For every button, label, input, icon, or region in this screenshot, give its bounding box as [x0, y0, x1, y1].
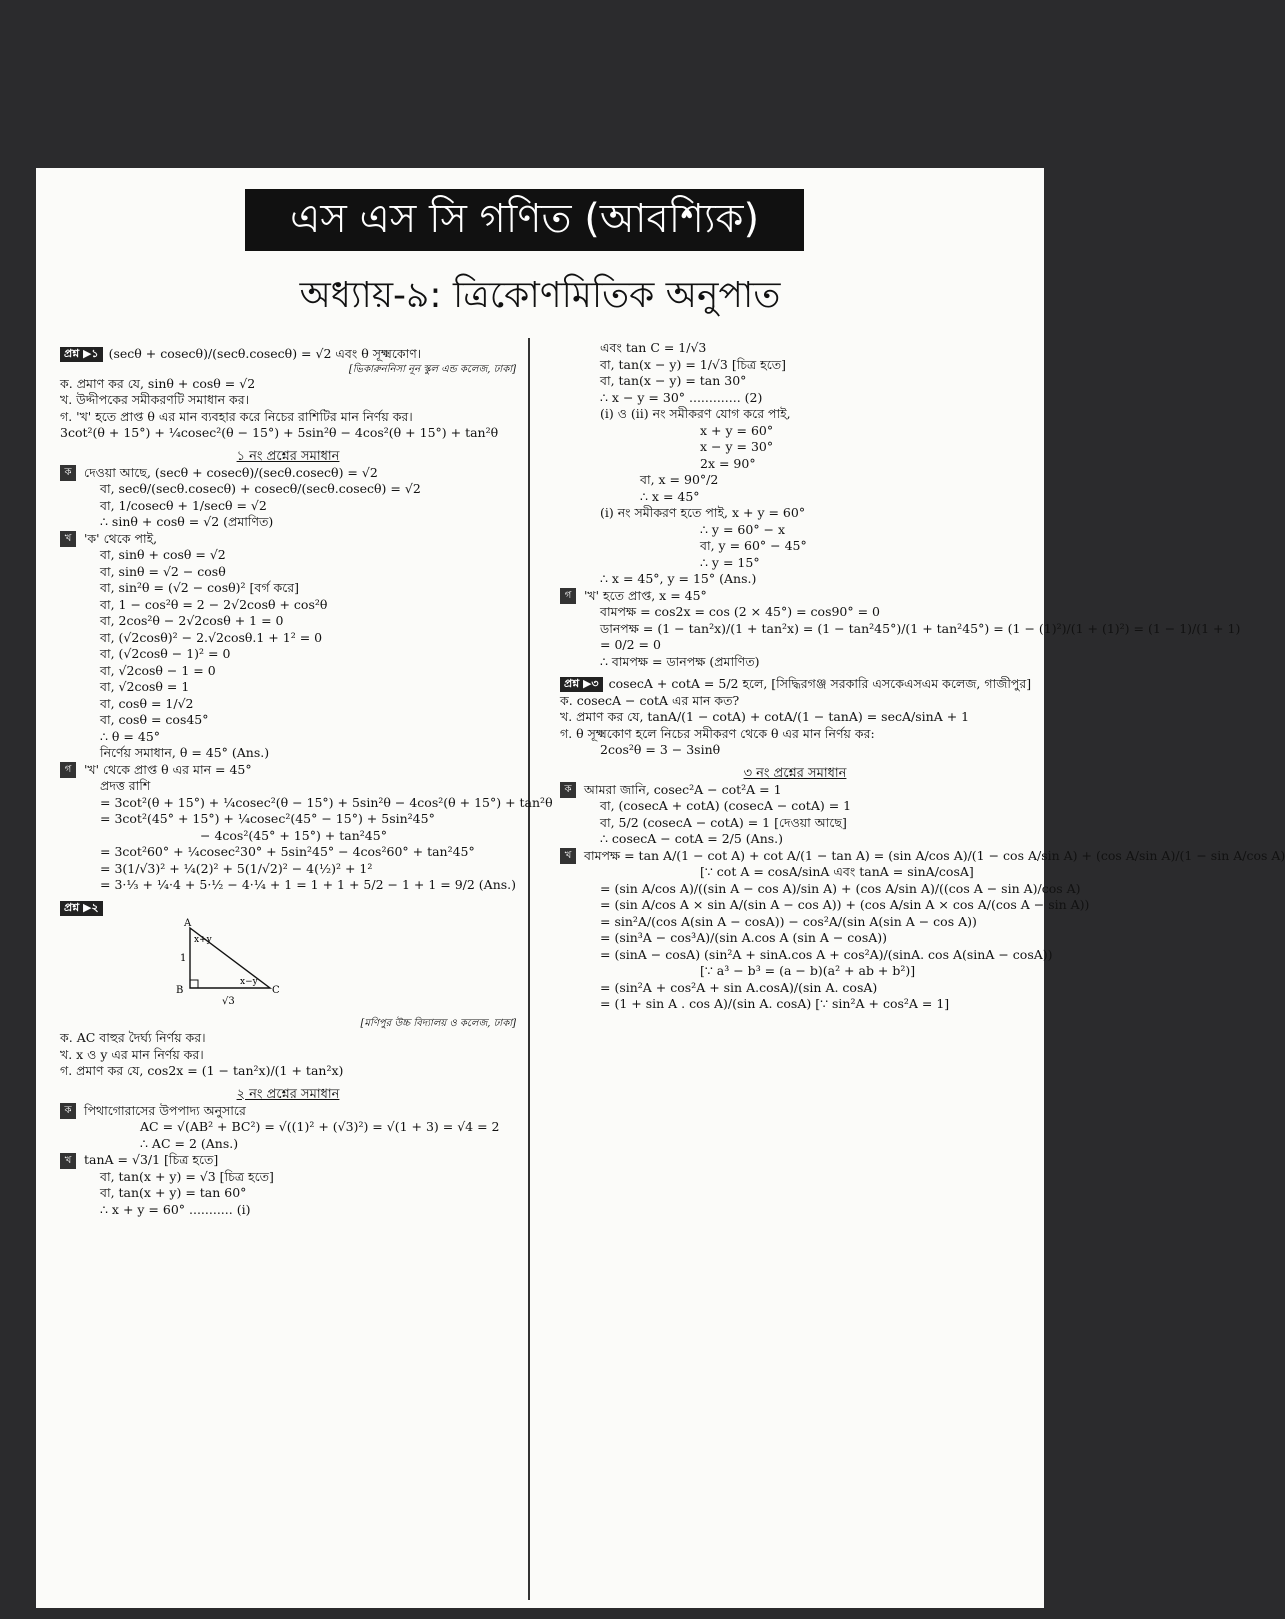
math-line: বা, (√2cosθ − 1)² = 0	[100, 646, 231, 662]
part-marker: গ	[560, 588, 576, 604]
math-line: ∴ x − y = 30° ............. (2)	[600, 389, 763, 405]
math-line: প্রদত্ত রাশি	[100, 778, 151, 794]
math-line: = (sin²A + cos²A + sin A.cosA)/(sin A. cosA)	[600, 979, 878, 995]
math-line: বা, tan(x + y) = tan 60°	[100, 1185, 247, 1201]
math-line: 2cos²θ = 3 − 3sinθ	[600, 742, 721, 757]
math-line: ∴ বামপক্ষ = ডানপক্ষ (প্রমাণিত)	[600, 653, 760, 669]
math-line: = 3·⅓ + ¼·4 + 5·½ − 4·¼ + 1 = 1 + 1 + 5/2 − 1 + 1 = 9/2 (Ans.)	[100, 877, 517, 893]
answer-part-line	[60, 1152, 516, 1169]
math-line: বা, secθ/(secθ.cosecθ) + cosecθ/(secθ.cosecθ) = √2	[100, 481, 421, 497]
column-divider	[528, 338, 530, 1600]
math-line: = sin²A/(cos A(sin A − cosA)) − cos²A/(sin A(sin A − cos A))	[600, 913, 977, 929]
math-line: = (sin³A − cos³A)/(sin A.cos A (sin A − cosA))	[600, 930, 888, 946]
svg-text:C: C	[272, 985, 280, 997]
part-marker: খ	[560, 848, 576, 864]
answer-part-line	[60, 531, 516, 548]
answer-text: 'খ' হতে প্রাপ্ত, x = 45°	[584, 587, 707, 603]
math-line: বা, 5/2 (cosecA − cotA) = 1 [দেওয়া আছে]	[600, 814, 847, 830]
math-line: = 3cot²60° + ¼cosec²30° + 5sin²45° − 4cos²60° + tan²45°	[100, 844, 475, 860]
answer-text: 'ক' থেকে পাই,	[84, 530, 158, 546]
question-text: cosecA + cotA = 5/2 হলে, [সিদ্ধিরগঞ্জ সরকারি এসকেএসএম কলেজ, গাজীপুর]	[608, 676, 1032, 691]
math-line: ∴ y = 15°	[700, 554, 760, 570]
math-line: = (sin A/cos A)/((sin A − cos A)/sin A) + (cos A/sin A)/((cos A − sin A)/cos A)	[600, 880, 1081, 896]
solution-heading: ৩ নং প্রশ্নের সমাধান	[743, 765, 847, 781]
question-text: (secθ + cosecθ)/(secθ.cosecθ) = √2 এবং θ সূক্ষ্মকোণ।	[108, 346, 422, 361]
math-line: ∴ cosecA − cotA = 2/5 (Ans.)	[600, 831, 784, 847]
math-line: x − y = 30°	[700, 439, 774, 454]
question-part: খ. উদ্দীপকের সমীকরণটি সমাধান কর।	[60, 392, 250, 408]
math-line: ∴ y = 60° − x	[700, 521, 786, 537]
math-line: বা, sin²θ = (√2 − cosθ)² [বর্গ করে]	[100, 580, 300, 596]
math-line: বা, 1 − cos²θ = 2 − 2√2cosθ + cos²θ	[100, 596, 328, 612]
answer-text: tanA = √3/1 [চিত্র হতে]	[84, 1152, 219, 1168]
math-line: বা, y = 60° − 45°	[700, 538, 807, 553]
math-line: বা, sinθ + cosθ = √2	[100, 547, 226, 563]
question-line	[560, 676, 1030, 693]
solution-heading: ২ নং প্রশ্নের সমাধান	[236, 1086, 340, 1102]
svg-text:√3: √3	[222, 996, 235, 1008]
svg-text:x−y: x−y	[240, 977, 258, 988]
math-line: ∴ x = 45°	[640, 488, 700, 504]
math-line: [∵ a³ − b³ = (a − b)(a² + ab + b²)]	[700, 963, 916, 979]
question-tag: প্রশ্ন ▶১	[60, 347, 103, 362]
math-line: নির্ণেয় সমাধান, θ = 45° (Ans.)	[100, 745, 270, 761]
math-line: বা, tan(x + y) = √3 [চিত্র হতে]	[100, 1168, 274, 1184]
part-marker: গ	[60, 762, 76, 778]
math-line: AC = √(AB² + BC²) = √((1)² + (√3)²) = √(1 + 3) = √4 = 2	[140, 1119, 500, 1135]
math-line: = 3cot²(45° + 15°) + ¼cosec²(45° − 15°) + 5sin²45°	[100, 811, 435, 827]
question-part: খ. প্রমাণ কর যে, tanA/(1 − cotA) + cotA/(1 − tanA) = secA/sinA + 1	[560, 709, 970, 724]
math-line: = (sin A/cos A × sin A/(sin A − cos A)) + (cos A/sin A × cos A/(cos A − sin A))	[600, 897, 1090, 913]
math-line: x + y = 60°	[700, 422, 774, 438]
math-line: = (1 + sin A . cos A)/(sin A. cosA) [∵ sin²A + cos²A = 1]	[600, 996, 950, 1012]
question-part: গ. 'খ' হতে প্রাপ্ত θ এর মান ব্যবহার করে নিচের রাশিটির মান নির্ণয় কর।	[60, 408, 413, 424]
math-line: বা, cosθ = 1/√2	[100, 695, 194, 711]
math-line: বা, 2cos²θ − 2√2cosθ + 1 = 0	[100, 613, 284, 629]
math-line: ∴ AC = 2 (Ans.)	[140, 1135, 239, 1151]
answer-part-line	[60, 465, 516, 482]
math-line: বামপক্ষ = cos2x = cos (2 × 45°) = cos90° = 0	[600, 604, 881, 619]
source-credit: [মণিপুর উচ্চ বিদ্যালয় ও কলেজ, ঢাকা]	[360, 1017, 516, 1029]
triangle-diagram	[170, 918, 280, 1012]
question-line	[60, 900, 516, 917]
math-line: 2x = 90°	[700, 455, 756, 471]
left-column	[60, 340, 553, 1218]
question-tag: প্রশ্ন ▶২	[60, 901, 103, 916]
question-part: 3cot²(θ + 15°) + ¼cosec²(θ − 15°) + 5sin²θ − 4cos²(θ + 15°) + tan²θ	[60, 425, 499, 441]
math-line: = 0/2 = 0	[600, 637, 661, 652]
answer-text: বামপক্ষ = tan A/(1 − cot A) + cot A/(1 − tan A) = (sin A/cos A)/(1 − cos A/sin A) + (cos A/sin A)/(1 − sin A/cos A)	[584, 847, 1285, 863]
part-marker: ক	[60, 1103, 76, 1119]
answer-part-line	[60, 1103, 516, 1120]
svg-text:x+y: x+y	[194, 935, 212, 946]
math-line: ∴ θ = 45°	[100, 728, 161, 744]
question-part: গ. θ সূক্ষ্মকোণ হলে নিচের সমীকরণ থেকে θ এর মান নির্ণয় কর:	[560, 725, 875, 741]
question-line	[60, 346, 516, 363]
answer-part-line	[560, 847, 1285, 865]
answer-text: পিথাগোরাসের উপপাদ্য অনুসারে	[84, 1102, 246, 1118]
right-column	[560, 340, 1285, 1013]
math-line: বা, √2cosθ = 1	[100, 679, 190, 695]
math-line: ∴ x = 45°, y = 15° (Ans.)	[600, 571, 757, 586]
part-marker: খ	[60, 531, 76, 547]
math-line: বা, x = 90°/2	[640, 472, 719, 487]
math-line: (i) ও (ii) নং সমীকরণ যোগ করে পাই,	[600, 406, 791, 421]
source-credit: [ভিকারুননিসা নূন স্কুল এন্ড কলেজ, ঢাকা]	[348, 363, 516, 375]
triangle-figure	[170, 918, 516, 1017]
math-line: ডানপক্ষ = (1 − tan²x)/(1 + tan²x) = (1 − tan²45°)/(1 + tan²45°) = (1 − (1)²)/(1 + (1)²) = (1 − 1)/(1 + 1)	[600, 620, 1241, 636]
math-line: ∴ sinθ + cosθ = √2 (প্রমাণিত)	[100, 514, 274, 530]
question-part: ক. প্রমাণ কর যে, sinθ + cosθ = √2	[60, 375, 256, 391]
math-line: বা, sinθ = √2 − cosθ	[100, 563, 226, 579]
answer-part-line	[560, 782, 1030, 799]
question-part: ক. AC বাহুর দৈর্ঘ্য নির্ণয় কর।	[60, 1030, 206, 1046]
svg-text:1: 1	[180, 953, 187, 965]
part-marker: ক	[560, 782, 576, 798]
math-line: = (sinA − cosA) (sin²A + sinA.cos A + cos²A)/(sinA. cos A(sinA − cosA))	[600, 946, 1053, 962]
math-line: = 3(1/√3)² + ¼(2)² + 5(1/√2)² − 4(½)² + 1²	[100, 860, 373, 876]
math-line: বা, (cosecA + cotA) (cosecA − cotA) = 1	[600, 798, 852, 814]
math-line: বা, tan(x − y) = tan 30°	[600, 373, 747, 388]
answer-text: 'খ' থেকে প্রাপ্ত θ এর মান = 45°	[84, 761, 252, 777]
answer-text: আমরা জানি, cosec²A − cot²A = 1	[584, 781, 782, 797]
math-line: বা, tan(x − y) = 1/√3 [চিত্র হতে]	[600, 356, 787, 372]
question-tag: প্রশ্ন ▶৩	[560, 677, 603, 692]
solution-heading: ১ নং প্রশ্নের সমাধান	[236, 448, 340, 464]
math-line: বা, (√2cosθ)² − 2.√2cosθ.1 + 1² = 0	[100, 629, 323, 645]
document-page	[36, 168, 1285, 1608]
math-line: ∴ x + y = 60° ........... (i)	[100, 1201, 251, 1217]
svg-text:A: A	[184, 918, 192, 930]
answer-part-line	[60, 762, 516, 779]
svg-text:B: B	[176, 985, 184, 997]
math-line: বা, 1/cosecθ + 1/secθ = √2	[100, 497, 267, 513]
math-line: বা, cosθ = cos45°	[100, 712, 209, 728]
math-line: = 3cot²(θ + 15°) + ¼cosec²(θ − 15°) + 5sin²θ − 4cos²(θ + 15°) + tan²θ	[100, 794, 553, 810]
part-marker: ক	[60, 465, 76, 481]
math-line: (i) নং সমীকরণ হতে পাই, x + y = 60°	[600, 505, 806, 520]
question-part: গ. প্রমাণ কর যে, cos2x = (1 − tan²x)/(1 + tan²x)	[60, 1063, 344, 1079]
answer-part-line	[560, 588, 1030, 605]
chapter-subtitle: অধ্যায়-৯: ত্রিকোণমিতিক অনুপাত	[299, 275, 781, 316]
part-marker: খ	[60, 1153, 76, 1169]
page-title: এস এস সি গণিত (আবশ্যিক)	[245, 189, 804, 251]
math-line: বা, √2cosθ − 1 = 0	[100, 662, 216, 678]
math-line: − 4cos²(45° + 15°) + tan²45°	[200, 827, 387, 843]
question-part: খ. x ও y এর মান নির্ণয় কর।	[60, 1046, 204, 1062]
question-part: ক. cosecA − cotA এর মান কত?	[560, 692, 740, 708]
answer-text: দেওয়া আছে, (secθ + cosecθ)/(secθ.cosecθ) = √2	[84, 464, 378, 480]
math-line: এবং tan C = 1/√3	[600, 340, 707, 355]
math-line: [∵ cot A = cosA/sinA এবং tanA = sinA/cosA]	[700, 864, 974, 880]
